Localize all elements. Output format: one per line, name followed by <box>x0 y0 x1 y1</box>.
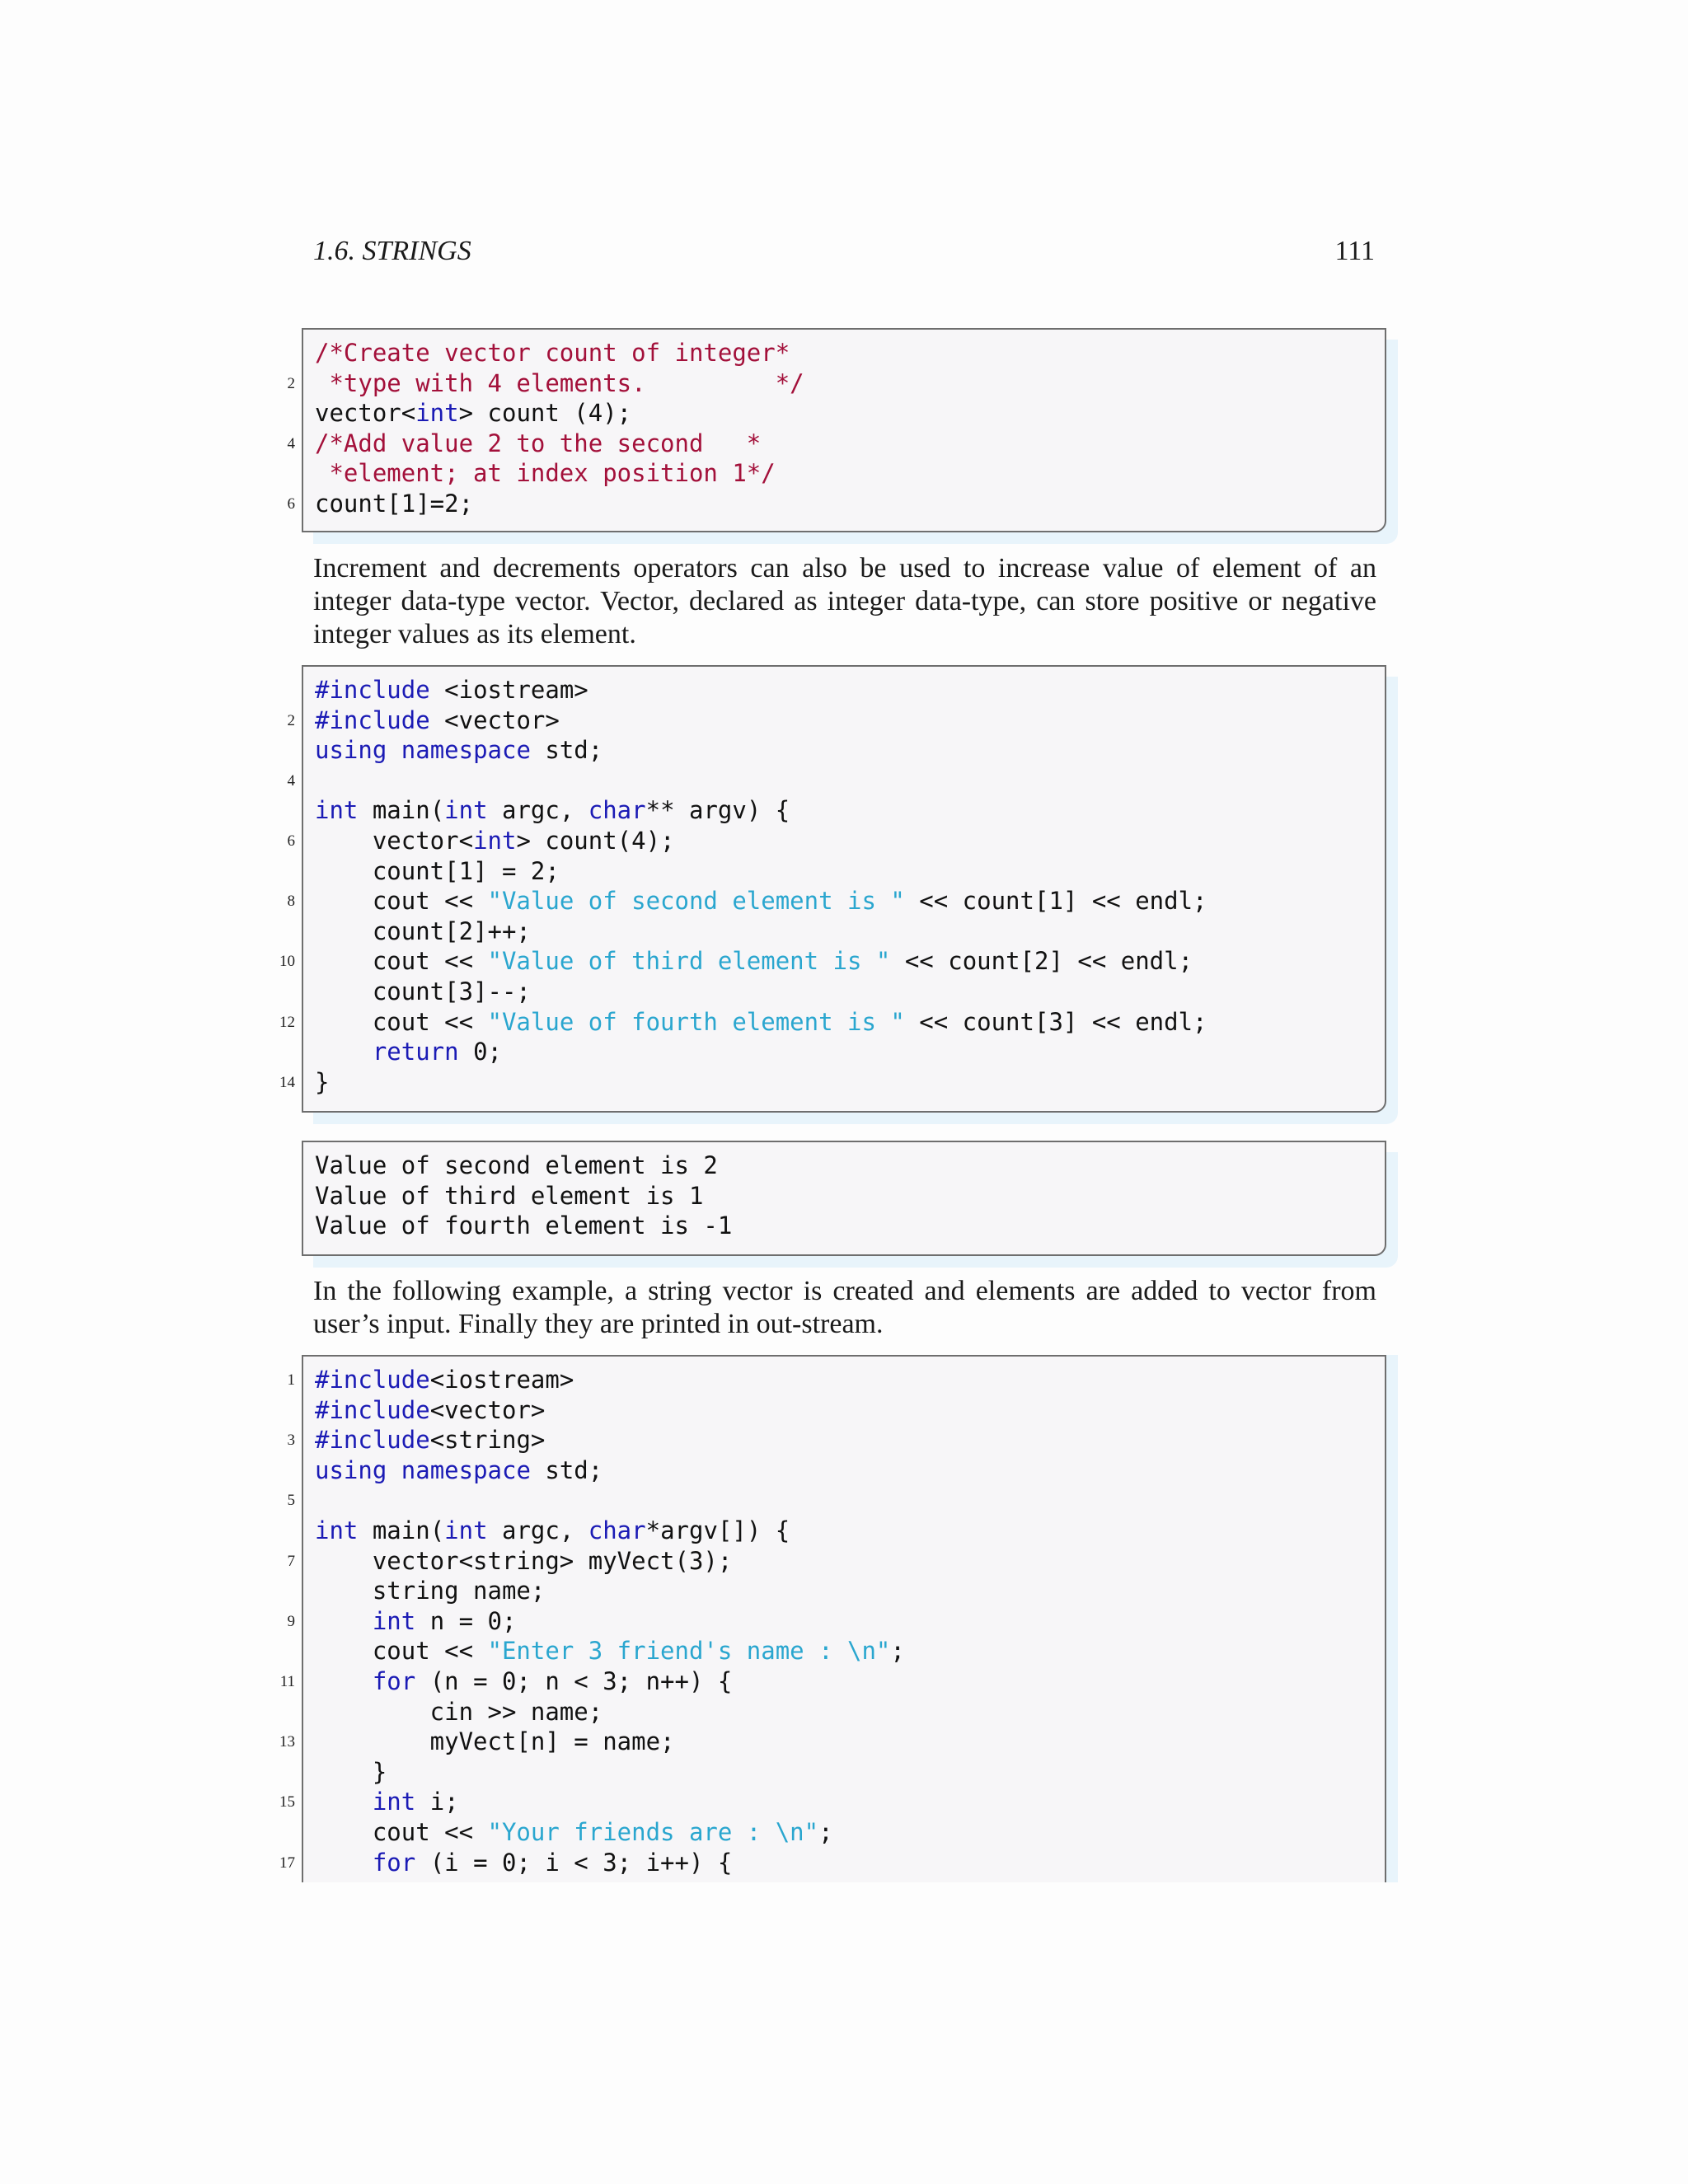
line-number: 10 <box>279 953 295 971</box>
code-text: string name; <box>315 1577 546 1605</box>
code-text: using namespace std; <box>315 1455 603 1484</box>
code-text: cout << "Enter 3 friend's name : \n"; <box>315 1637 905 1666</box>
line-number: 13 <box>279 1733 295 1751</box>
code-text: int main(int argc, char** argv) { <box>315 796 790 825</box>
code-text: *type with 4 elements. */ <box>315 368 804 397</box>
line-number: 14 <box>279 1073 295 1091</box>
code-block-string-vector <box>279 1355 1386 1882</box>
code-text: #include<string> <box>315 1426 546 1455</box>
code-text: int i; <box>372 1788 459 1816</box>
section-title: 1.6. STRINGS <box>313 236 471 266</box>
code-text: cout << "Value of fourth element is " << count[3] << endl; <box>315 1007 1207 1036</box>
line-number: 2 <box>287 711 295 729</box>
code-text: /*Create vector count of integer* <box>315 339 790 367</box>
code-text: #include<iostream> <box>315 1366 574 1394</box>
code-text: cout << "Your friends are : \n"; <box>315 1818 833 1846</box>
code-text: Value of second element is 2 <box>315 1151 718 1179</box>
line-number: 6 <box>287 495 295 513</box>
line-number: 15 <box>279 1793 295 1811</box>
paragraph-string-vector: In the following example, a string vector is created and elements are added to vector from user’s input. Finally they are printed in out-stream. <box>313 1276 1376 1339</box>
code-text: } <box>315 1757 387 1786</box>
code-text: count[2]++; <box>315 916 531 945</box>
line-number: 5 <box>287 1492 295 1510</box>
line-number: 17 <box>279 1854 295 1872</box>
code-text: cout << "Value of third element is " << count[2] << endl; <box>315 947 1193 976</box>
line-number: 6 <box>287 832 295 850</box>
line-number: 9 <box>287 1612 295 1630</box>
code-text: myVect[n] = name; <box>315 1727 675 1756</box>
code-text: vector<int> count (4); <box>315 399 632 428</box>
output-block <box>302 1141 1386 1256</box>
line-number: 11 <box>279 1673 295 1690</box>
code-text: *element; at index position 1*/ <box>315 459 776 488</box>
code-text: vector<int> count(4); <box>315 827 675 855</box>
code-text: cin >> name; <box>315 1697 603 1726</box>
line-number: 2 <box>287 374 295 392</box>
code-text: int n = 0; <box>372 1606 517 1635</box>
code-text: using namespace std; <box>315 736 603 765</box>
line-number: 4 <box>287 434 295 452</box>
code-text: for (n = 0; n < 3; n++) { <box>372 1667 733 1695</box>
line-number: 12 <box>279 1013 295 1031</box>
code-text: return 0; <box>372 1038 502 1066</box>
code-text: vector<string> myVect(3); <box>315 1546 733 1575</box>
code-text: Value of third element is 1 <box>315 1181 704 1210</box>
code-text: count[1]=2; <box>315 490 474 518</box>
line-number: 4 <box>287 771 295 790</box>
paragraph-increment: Increment and decrements operators can also be used to increase value of element of an integer data-type vector. Vector, declared as integer data-type, can store positive or negative integer values as its element. <box>313 553 1376 649</box>
code-text: count[3]--; <box>315 977 531 1005</box>
line-number: 8 <box>287 893 295 911</box>
code-text: Value of fourth element is -1 <box>315 1212 733 1240</box>
line-number: 3 <box>287 1432 295 1450</box>
code-text: cout << "Value of second element is " << count[1] << endl; <box>315 887 1207 916</box>
running-header <box>313 236 1375 267</box>
line-number: 7 <box>287 1552 295 1570</box>
code-block-increment <box>279 665 1386 1113</box>
code-text: int main(int argc, char*argv[]) { <box>315 1516 790 1544</box>
code-text: #include <vector> <box>315 705 560 734</box>
code-text: for (i = 0; i < 3; i++) { <box>372 1848 733 1877</box>
code-text: } <box>315 1067 330 1096</box>
line-number: 1 <box>287 1371 295 1389</box>
code-block-vector-init <box>287 328 1386 532</box>
page-number: 111 <box>1334 236 1375 266</box>
code-text: count[1] = 2; <box>315 856 560 885</box>
code-text: #include<vector> <box>315 1395 546 1424</box>
code-text: #include <iostream> <box>315 676 588 704</box>
code-text: /*Add value 2 to the second * <box>315 429 762 457</box>
